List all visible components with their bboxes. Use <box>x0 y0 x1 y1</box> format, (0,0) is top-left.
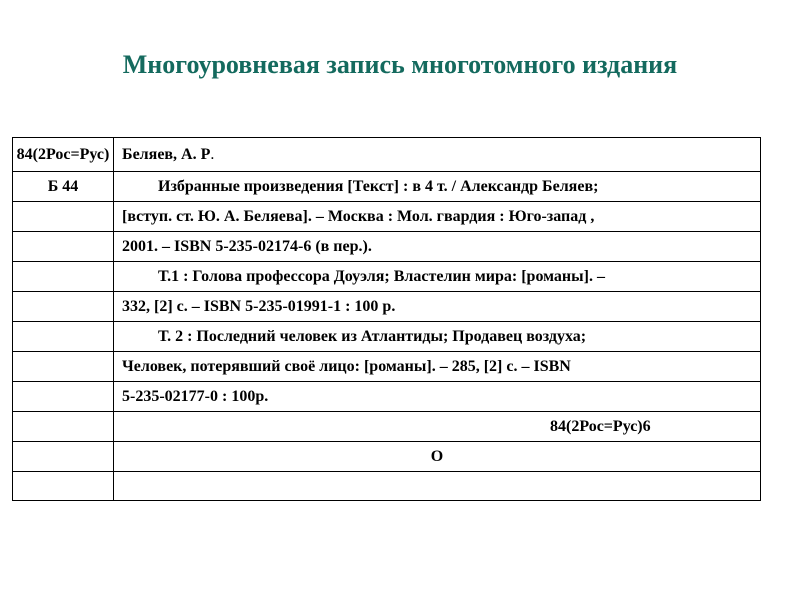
card-row <box>13 262 761 292</box>
record-line: Т. 2 : Последний человек из Атлантиды; Продавец воздуха; <box>114 322 761 352</box>
empty-code-cell <box>13 352 114 382</box>
card-row <box>13 382 761 412</box>
card-row <box>13 292 761 322</box>
author-heading-period: . <box>210 145 215 163</box>
card-row <box>13 352 761 382</box>
empty-code-cell <box>13 232 114 262</box>
card-row <box>13 442 761 472</box>
author-heading-cell <box>114 138 761 172</box>
record-line: 5-235-02177-0 : 100р. <box>114 382 761 412</box>
empty-code-cell <box>13 322 114 352</box>
empty-code-cell <box>13 292 114 322</box>
card-row <box>13 472 761 501</box>
card-row <box>13 232 761 262</box>
empty-code-cell <box>13 382 114 412</box>
empty-code-cell <box>13 442 114 472</box>
record-line: [вступ. ст. Ю. А. Беляева]. – Москва : Мол. гвардия : Юго-запад , <box>114 202 761 232</box>
author-mark-cell: Б 44 <box>13 172 114 202</box>
page-title: Многоуровневая запись многотомного издания <box>122 50 678 79</box>
card-row <box>13 138 761 172</box>
record-line: Человек, потерявший своё лицо: [романы]. – 285, [2] с. – ISBN <box>114 352 761 382</box>
classification-index: 84(2Рос=Рус)6 <box>114 412 761 442</box>
record-line: 332, [2] с. – ISBN 5-235-01991-1 : 100 р. <box>114 292 761 322</box>
author-heading: Беляев, А. Р <box>122 145 211 163</box>
empty-code-cell <box>13 472 114 501</box>
index-code-cell: 84(2Рос=Рус) <box>13 138 114 172</box>
record-line: Избранные произведения [Текст] : в 4 т. / Александр Беляев; <box>114 172 761 202</box>
empty-code-cell <box>13 202 114 232</box>
record-line: 2001. – ISBN 5-235-02174-6 (в пер.). <box>114 232 761 262</box>
catalog-card <box>12 137 761 501</box>
letter-mark: О <box>114 442 761 472</box>
card-row <box>13 202 761 232</box>
card-row <box>13 322 761 352</box>
card-row <box>13 172 761 202</box>
card-row <box>13 412 761 442</box>
record-line: Т.1 : Голова профессора Доуэля; Властелин мира: [романы]. – <box>114 262 761 292</box>
empty-code-cell <box>13 262 114 292</box>
empty-line <box>114 472 761 501</box>
empty-code-cell <box>13 412 114 442</box>
